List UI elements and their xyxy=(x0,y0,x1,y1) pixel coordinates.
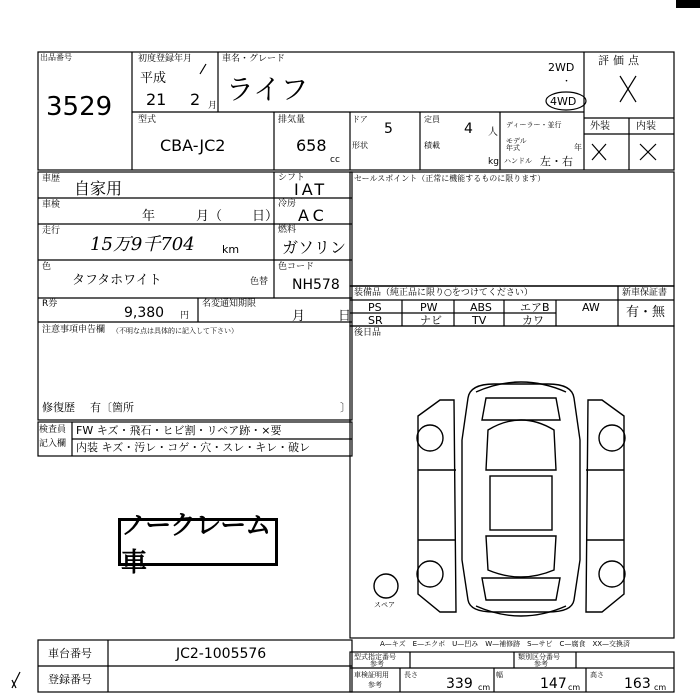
mileage-value: 15万9千704 xyxy=(90,234,195,255)
notes-sub: （不明な点は具体的に記入して下さい） xyxy=(112,327,238,335)
equip-aw: AW xyxy=(582,301,600,314)
ac-label: 冷房 xyxy=(278,199,297,209)
recycle-unit: 円 xyxy=(180,311,190,321)
plate-label: 登録番号 xyxy=(48,673,92,686)
width-unit: cm xyxy=(568,683,581,692)
fuel-value: ガソリン xyxy=(282,238,347,257)
lot-label: 出品番号 xyxy=(40,53,72,62)
repair-label: 修復歴 xyxy=(42,401,75,414)
model-year-label2: 年式 xyxy=(506,144,520,152)
drive-dot: ・ xyxy=(562,77,572,87)
type-no-sub: 参考 xyxy=(370,660,384,668)
type-no-label: 型式指定番号 xyxy=(354,653,396,661)
model-year-unit: 年 xyxy=(574,143,582,152)
cert-sub: 参考 xyxy=(368,681,382,689)
shift-value: IAT xyxy=(294,180,328,199)
name-change-month: 月 xyxy=(292,309,306,324)
fuel-label: 燃料 xyxy=(278,225,297,235)
shift-label: シフト xyxy=(278,173,306,183)
model-label: 型式 xyxy=(138,115,157,125)
name-change-day: 日 xyxy=(338,309,352,324)
sales-point-label: セールスポイント（正常に機能するものに限ります） xyxy=(354,174,546,183)
model-value: CBA-JC2 xyxy=(160,136,226,155)
repair-value: 有〔箇所 xyxy=(90,401,134,414)
repair-close: 〕 xyxy=(340,401,351,414)
history-label: 車歴 xyxy=(42,174,61,184)
model-year-label: モデル xyxy=(506,137,527,145)
checker-label-2: 記入欄 xyxy=(39,439,67,449)
equip-sr: SR xyxy=(368,314,383,327)
color-code-value: NH578 xyxy=(292,277,340,293)
displacement-value: 658 xyxy=(296,136,327,155)
mileage-unit: km xyxy=(222,243,240,256)
reg-label: 初度登録年月 xyxy=(138,54,193,64)
inspection-label: 車検 xyxy=(42,200,61,210)
length-unit: cm xyxy=(478,683,491,692)
history-value: 自家用 xyxy=(74,179,123,198)
cert-label: 車検証明用 xyxy=(354,671,389,679)
displacement-unit: cc xyxy=(330,155,340,165)
interior-label: 内装 xyxy=(636,121,656,132)
dealer-label: ディーラー・並行 xyxy=(506,121,562,129)
warranty-value: 有・無 xyxy=(626,305,666,320)
width-label: 幅 xyxy=(496,671,503,679)
notes-label: 注意事項申告欄 xyxy=(42,325,106,335)
corner-mark xyxy=(676,0,700,8)
inspection-month: 月（ xyxy=(196,209,223,224)
length-value: 339 xyxy=(446,676,473,692)
drive-4wd: 4WD xyxy=(550,95,577,108)
equip-abs: ABS xyxy=(470,301,492,314)
reg-year: 21 xyxy=(146,90,167,109)
height-value: 163 xyxy=(624,676,651,692)
class-no-label: 類別区分番号 xyxy=(518,653,560,661)
rating-label: 評価点 xyxy=(598,54,643,67)
color-value: タフタホワイト xyxy=(72,273,162,288)
equip-navi: ナビ xyxy=(420,314,442,327)
drive-2wd: 2WD xyxy=(548,61,575,74)
reg-era: 平成 xyxy=(140,71,167,86)
mileage-label: 走行 xyxy=(42,226,61,236)
displacement-label: 排気量 xyxy=(278,115,306,125)
color-label: 色 xyxy=(42,262,52,272)
color-code-label: 色コード xyxy=(278,262,315,272)
capacity-unit: 人 xyxy=(488,127,498,138)
car-label: 車名・グレード xyxy=(222,54,286,64)
doors-label: ドア xyxy=(352,115,368,124)
width-value: 147 xyxy=(540,676,567,692)
equipment-label: 装備品（純正品に限り○をつけてください） xyxy=(354,288,533,298)
name-change-label: 名変通知期限 xyxy=(202,299,257,309)
exterior-label: 外装 xyxy=(590,121,610,132)
length-label: 長さ xyxy=(404,671,418,679)
reg-month-unit: 月 xyxy=(208,101,218,111)
chassis-value: JC2-1005576 xyxy=(176,646,267,662)
color-change-label: 色替 xyxy=(250,277,269,287)
equip-tv: TV xyxy=(472,314,487,327)
height-label: 高さ xyxy=(590,671,604,679)
capacity-value: 4 xyxy=(464,121,473,137)
load-unit: kg xyxy=(488,157,499,167)
lot-number: 3529 xyxy=(46,92,113,122)
load-label: 積載 xyxy=(424,141,440,150)
checker-row-1: FW キズ・飛石・ヒビ割・リペア跡・×要 xyxy=(76,424,282,437)
inspection-day: 日） xyxy=(252,209,279,224)
recycle-label: R券 xyxy=(42,299,58,309)
equip-ps: PS xyxy=(368,301,382,314)
recycle-value: 9,380 xyxy=(124,305,165,321)
equip-airbag: エアB xyxy=(520,301,550,314)
shape-label: 形状 xyxy=(352,141,368,150)
spare-label: スペア xyxy=(374,601,395,609)
reg-month: 2 xyxy=(190,90,201,109)
ac-value: AC xyxy=(298,206,328,225)
handle-value: 左・右 xyxy=(540,155,573,168)
car-diagram xyxy=(374,382,625,616)
checker-row-2: 内装 キズ・汚レ・コゲ・穴・スレ・キレ・破レ xyxy=(76,441,311,454)
after-items-label: 後日品 xyxy=(354,328,382,338)
inspection-year: 年 xyxy=(142,209,156,224)
height-unit: cm xyxy=(654,683,667,692)
equip-leather: カワ xyxy=(522,314,544,327)
doors-value: 5 xyxy=(384,121,393,137)
no-claim-stamp: ノークレーム車 xyxy=(118,518,278,566)
equip-pw: PW xyxy=(420,301,438,314)
class-no-sub: 参考 xyxy=(534,660,548,668)
checker-label-1: 検査員 xyxy=(39,425,67,435)
chassis-label: 車台番号 xyxy=(48,647,92,660)
warranty-label: 新車保証書 xyxy=(622,288,668,298)
car-name: ライフ xyxy=(226,73,309,106)
capacity-label: 定員 xyxy=(424,115,440,124)
handle-label: ハンドル xyxy=(504,157,532,165)
damage-legend: A—キズ E—エクボ U—凹み W—補修跡 S—サビ C—腐食 XX—交換済 xyxy=(380,640,631,648)
